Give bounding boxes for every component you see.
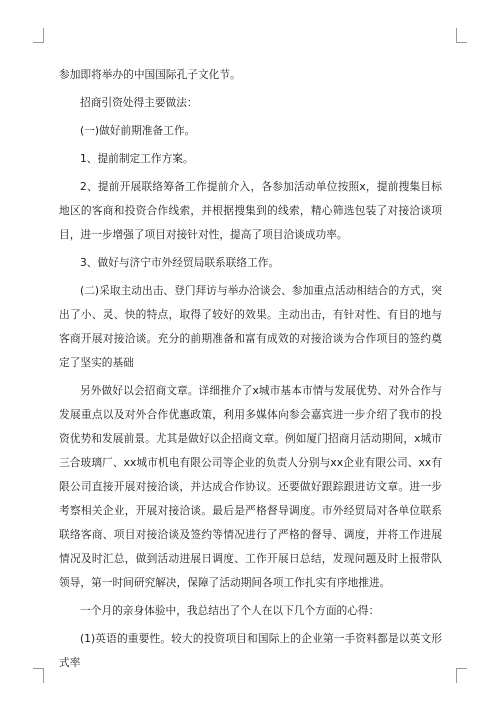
crop-mark-top-left [33,28,44,43]
crop-mark-bottom-left [33,668,44,683]
paragraph: (一)做好前期准备工作。 [80,124,196,137]
crop-mark-bottom-right [456,668,467,683]
document-body [59,63,442,679]
paragraph: 3、做好与济宁市外经贸局联系联络工作。 [80,256,280,269]
paragraph: (二)采取主动出击、登门拜访与举办洽谈会、参加重点活动相结合的方式，突出了小、灵、快的特点，取得了较好的效果。主动出击，有针对性、有目的地与客商开展对接洽谈。充分的前期准备和富有成效的对接洽谈为合作项目的签约奠定了坚实的基础 [59,284,442,369]
paragraph: 参加即将举办的中国国际孔子文化节。 [59,68,241,81]
paragraph: 2、提前开展联络筹备工作提前介入，各参加活动单位按照x，提前搜集目标地区的客商和投资合作线索，并根据搜集到的线索，精心筛选包装了对接洽谈项目，进一步增强了项目对接针对性，提高了项目洽谈成功率。 [59,180,442,241]
paragraph: 招商引资处得主要做法： [80,96,198,109]
crop-mark-top-right [456,28,467,43]
paragraph: (1)英语的重要性。较大的投资项目和国际上的企业第一手资料都是以英文形式率 [59,632,442,669]
paragraph: 一个月的亲身体验中，我总结出了个人在以下几个方面的心得： [80,604,380,617]
paragraph: 1、提前制定工作方案。 [80,152,194,165]
paragraph: 另外做好以会招商文章。详细推介了x城市基本市情与发展优势、对外合作与发展重点以及对外合作优惠政策，利用多媒体向参会嘉宾进一步介绍了我市的投资优势和发展前景。尤其是做好以企招商文章。例如厦门招商月活动期间，x城市三合玻璃厂、xx城市机电有限公司等企业的负责人分别与xx企业有限公司、xx有限公司直接开展对接洽谈，并达成合作协议。还要做好跟踪跟进访文章。进一步考察相关企业，开展对接洽谈。最后是严格督导调度。市外经贸局对各单位联系联络客商、项目对接洽谈及签约等情况进行了严格的督导、调度，并将工作进展情况及时汇总，做到活动进展日调度、工作开展日总结，发现问题及时上报带队领导，第一时间研究解决，保障了活动期间各项工作扎实有序地推进。 [59,384,442,589]
